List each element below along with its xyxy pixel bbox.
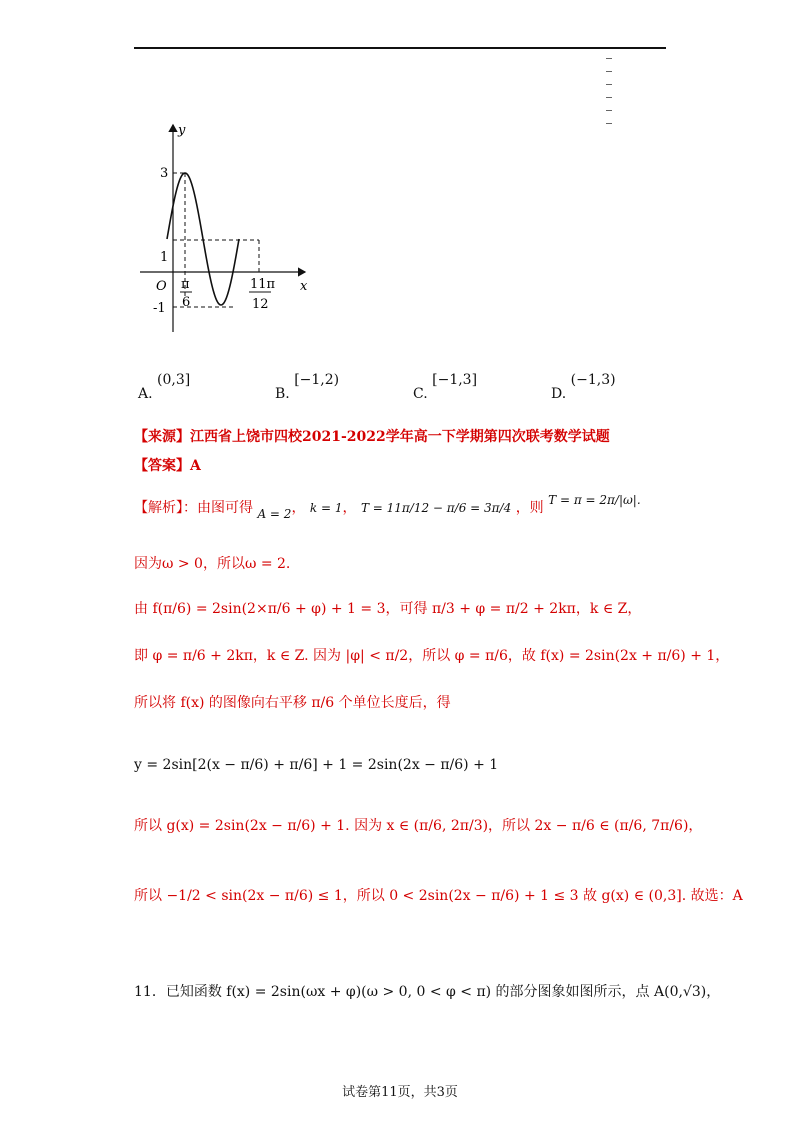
solution-prefix: 【解析】：由图可得 bbox=[134, 500, 253, 516]
page-footer: 试卷第11页，共3页 bbox=[342, 1085, 458, 1100]
x-axis-label: x bbox=[300, 279, 308, 294]
solution-line-6: y = 2sin[2(x − π/6) + π/6] + 1 = 2sin(2x − π/6) + 1 bbox=[134, 757, 499, 773]
solution-line-8: 所以 −1/2 < sin(2x − π/6) ≤ 1，所以 0 < 2sin(2x − π/6) + 1 ≤ 3 故 g(x) ∈ (0,3]. 故选：A bbox=[134, 888, 743, 904]
header-rule bbox=[134, 47, 666, 49]
y-axis-label: y bbox=[178, 123, 186, 138]
sine-curve bbox=[167, 173, 239, 305]
solution-A: A = 2 bbox=[257, 507, 292, 521]
source-line: 【来源】江西省上饶市四校2021-2022学年高一下学期第四次联考数学试题 bbox=[134, 429, 610, 445]
answer-line: 【答案】A bbox=[134, 458, 201, 474]
solution-line-7: 所以 g(x) = 2sin(2x − π/6) + 1. 因为 x ∈ (π/6, 2π/3)，所以 2x − π/6 ∈ (π/6, 7π/6)， bbox=[134, 818, 703, 834]
option-d-label: D. bbox=[551, 386, 567, 402]
x-tick-11pi12-den: 12 bbox=[252, 297, 269, 312]
option-a-value: (0,3] bbox=[157, 372, 191, 388]
solution-line-2: 因为ω > 0，所以ω = 2. bbox=[134, 556, 291, 572]
option-a[interactable] bbox=[138, 372, 191, 402]
option-c[interactable] bbox=[413, 372, 478, 402]
solution-T2: T = π = 2π/|ω|. bbox=[548, 493, 641, 507]
option-b-label: B. bbox=[275, 386, 290, 402]
x-tick-pi6-den: 6 bbox=[182, 295, 191, 310]
option-a-label: A. bbox=[138, 386, 153, 402]
option-c-value: [−1,3] bbox=[432, 372, 478, 388]
solution-line-3: 由 f(π/6) = 2sin(2×π/6 + φ) + 1 = 3，可得 π/3 + φ = π/2 + 2kπ，k ∈ Z， bbox=[134, 601, 642, 617]
solution-T: T = 11π/12 − π/6 = 3π/4 bbox=[360, 501, 512, 515]
option-b[interactable] bbox=[275, 372, 340, 402]
y-tick-neg1: -1 bbox=[153, 301, 166, 316]
solution-k: k = 1 bbox=[309, 501, 343, 515]
option-d[interactable] bbox=[551, 372, 616, 402]
solution-then: ，则 bbox=[515, 500, 544, 516]
solution-line-4: 即 φ = π/6 + 2kπ，k ∈ Z. 因为 |φ| < π/2，所以 φ = π/6，故 f(x) = 2sin(2x + π/6) + 1， bbox=[134, 648, 730, 664]
solution-line-1: 【解析】：由图可得 A = 2， k = 1， T = 11π/12 − π/6 = 3π/4 ，则 T = π = 2π/|ω|. bbox=[134, 493, 641, 521]
y-tick-1: 1 bbox=[160, 250, 169, 265]
sine-graph bbox=[140, 120, 320, 335]
next-question: 11．已知函数 f(x) = 2sin(ωx + φ)(ω > 0, 0 < φ < π) 的部分图象如图所示，点 A(0,√3)， bbox=[134, 984, 721, 1000]
x-tick-pi6-num: π bbox=[181, 277, 190, 292]
option-b-value: [−1,2) bbox=[294, 372, 340, 388]
margin-dots bbox=[606, 58, 612, 124]
y-tick-3: 3 bbox=[160, 166, 169, 181]
x-tick-11pi12-num: 11π bbox=[250, 277, 276, 292]
origin-label: O bbox=[156, 279, 167, 294]
solution-line-5: 所以将 f(x) 的图像向右平移 π/6 个单位长度后，得 bbox=[134, 695, 451, 711]
option-d-value: (−1,3) bbox=[570, 372, 616, 388]
option-c-label: C. bbox=[413, 386, 428, 402]
